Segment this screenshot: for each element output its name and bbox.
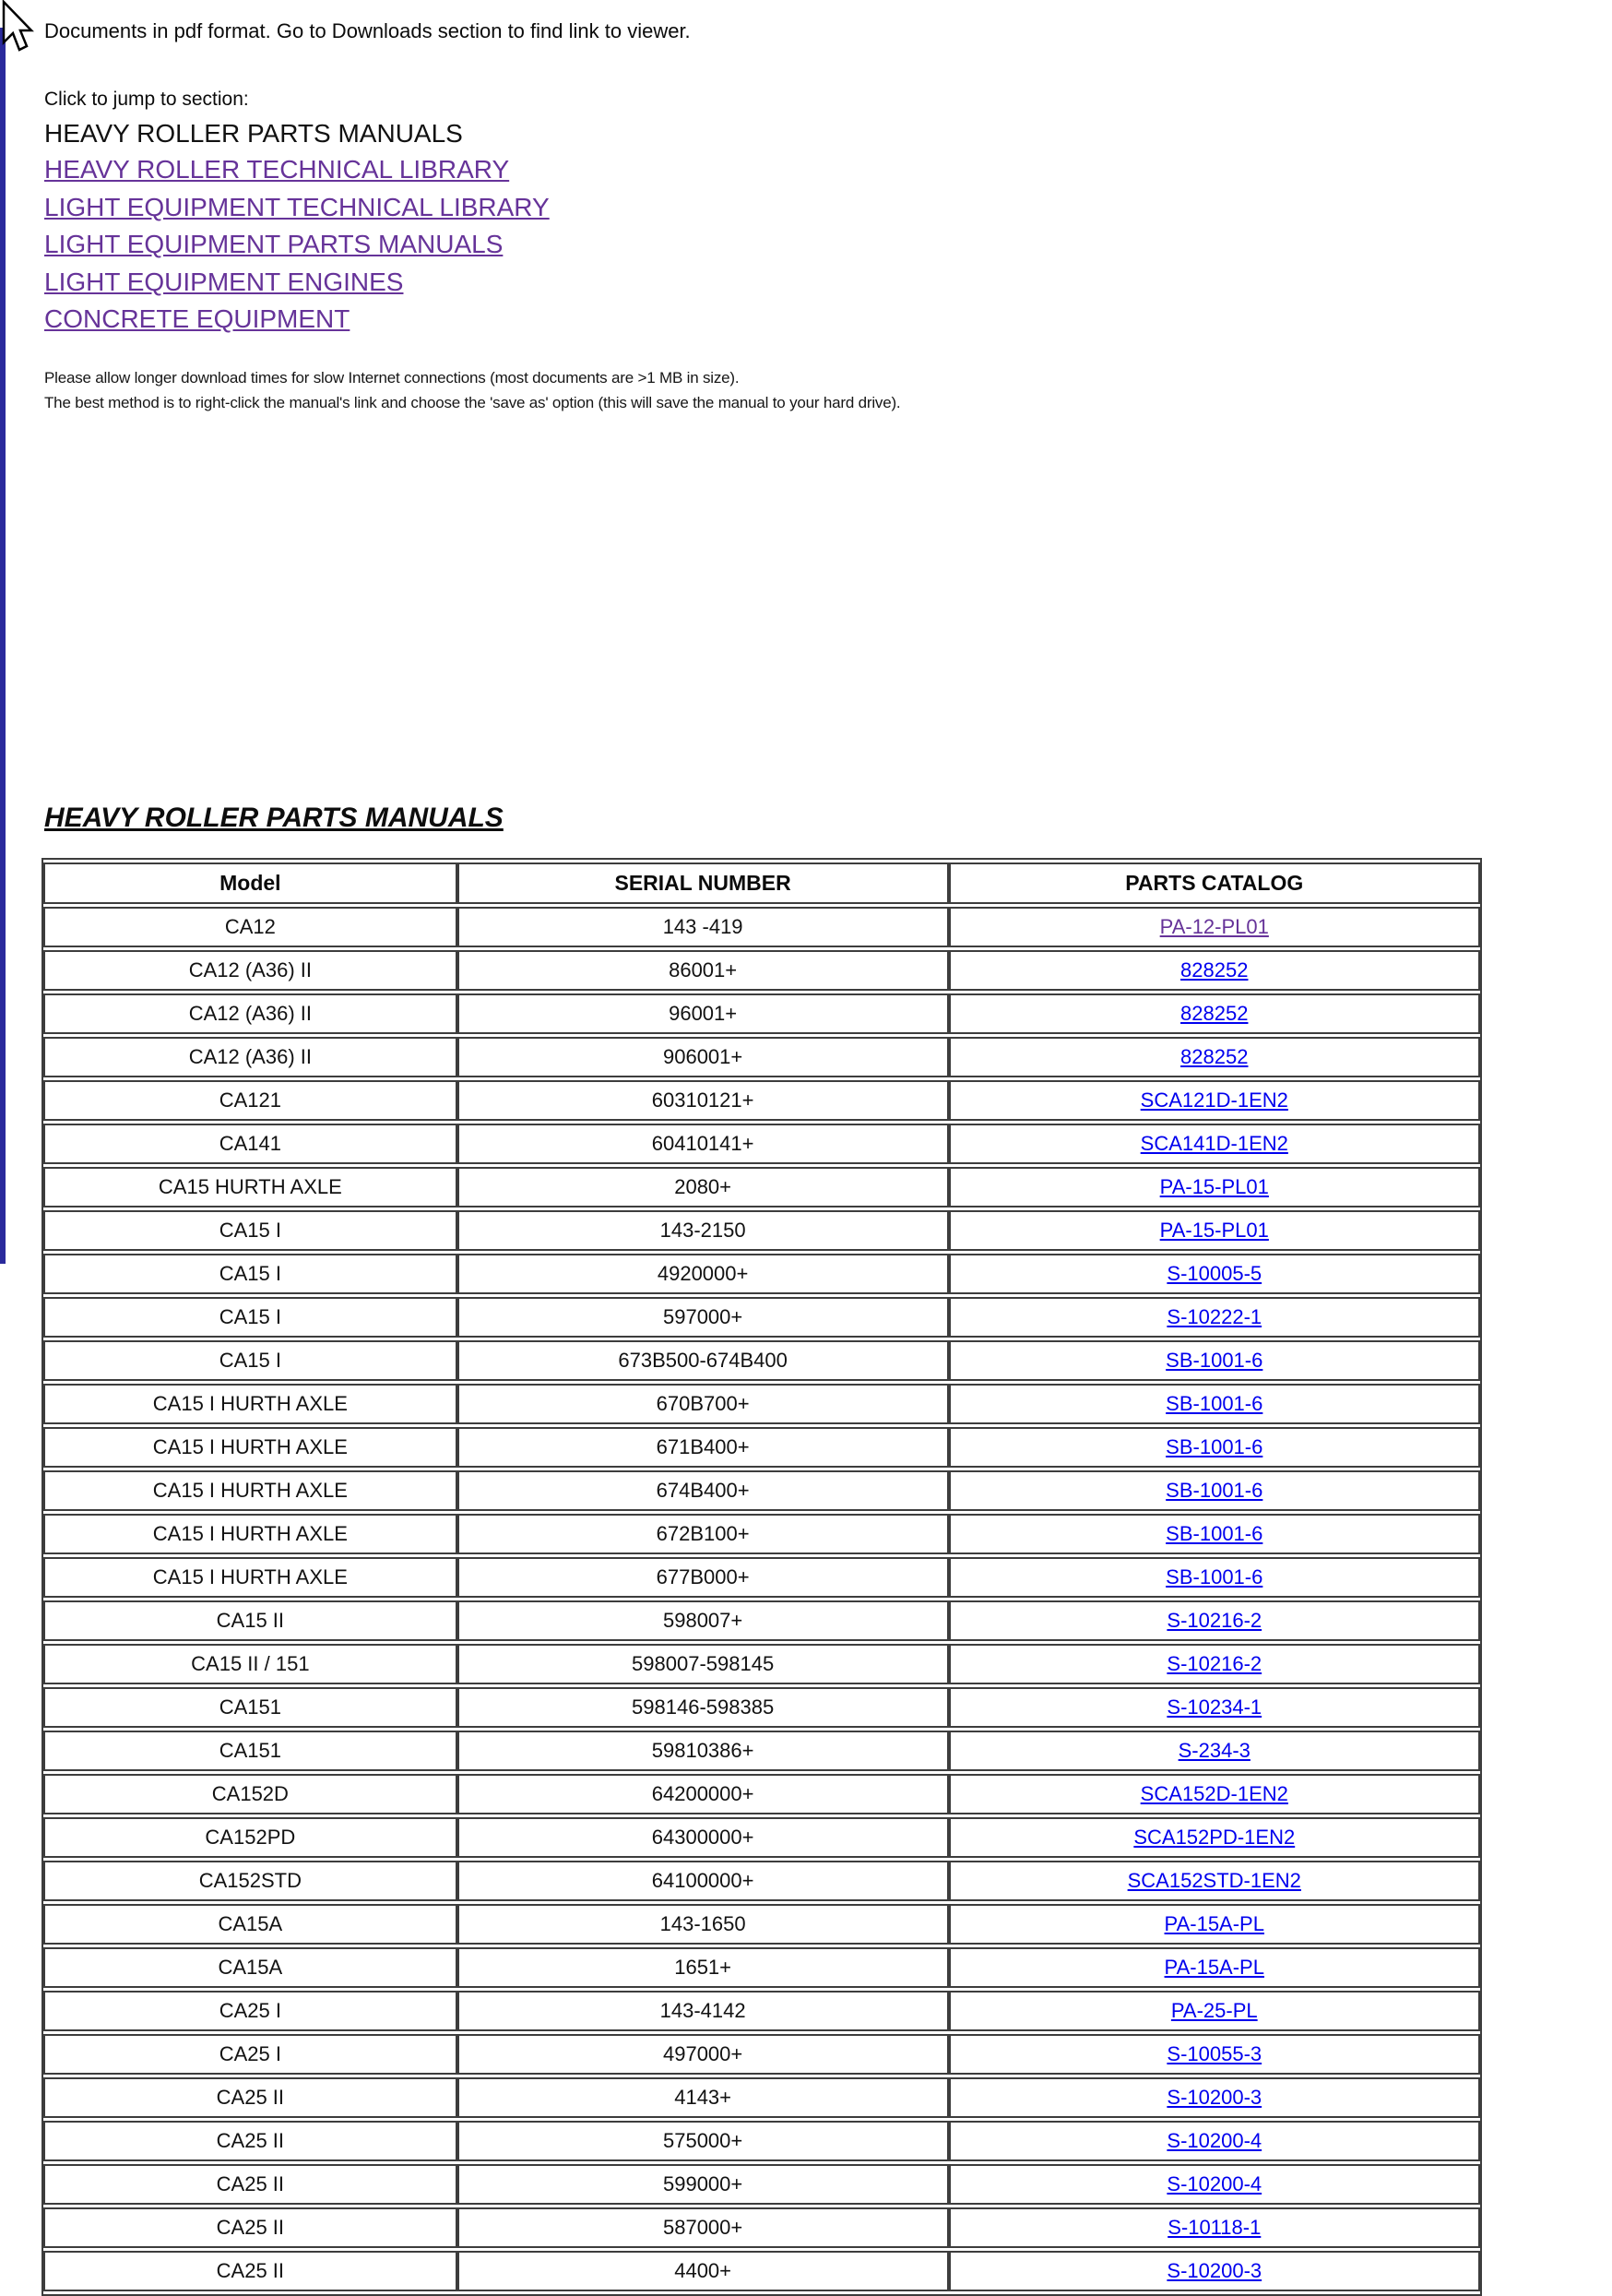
parts-catalog-cell — [949, 2034, 1480, 2075]
parts-catalog-cell — [949, 1861, 1480, 1901]
serial-number-cell: 4400+ — [457, 2251, 949, 2291]
parts-catalog-cell — [949, 1210, 1480, 1251]
serial-number-cell: 96001+ — [457, 993, 949, 1034]
model-cell: CA15 II / 151 — [43, 1644, 457, 1684]
serial-number-cell: 599000+ — [457, 2164, 949, 2205]
table-row — [43, 2207, 1480, 2248]
parts-catalog-link[interactable]: 828252 — [1180, 1002, 1249, 1025]
parts-catalog-cell — [949, 1731, 1480, 1771]
serial-number-cell: 598146-598385 — [457, 1687, 949, 1728]
parts-manuals-table — [41, 858, 1482, 2296]
page-left-border — [0, 28, 6, 1264]
table-row — [43, 1470, 1480, 1511]
model-cell: CA12 (A36) II — [43, 1037, 457, 1077]
parts-catalog-column-header: PARTS CATALOG — [949, 862, 1480, 904]
model-column-header: Model — [43, 862, 457, 904]
serial-number-cell: 575000+ — [457, 2121, 949, 2161]
parts-catalog-cell — [949, 1817, 1480, 1858]
parts-catalog-link[interactable]: S-10118-1 — [1168, 2216, 1262, 2239]
parts-catalog-link[interactable]: PA-12-PL01 — [1159, 915, 1269, 938]
model-cell: CA152PD — [43, 1817, 457, 1858]
parts-catalog-link[interactable]: S-10200-3 — [1167, 2259, 1262, 2282]
parts-catalog-cell — [949, 1600, 1480, 1641]
model-cell: CA25 II — [43, 2164, 457, 2205]
table-row — [43, 2164, 1480, 2205]
jump-link[interactable]: LIGHT EQUIPMENT TECHNICAL LIBRARY — [44, 192, 550, 221]
model-cell: CA25 II — [43, 2251, 457, 2291]
parts-catalog-cell — [949, 1687, 1480, 1728]
parts-catalog-cell — [949, 1080, 1480, 1121]
model-cell: CA15A — [43, 1904, 457, 1945]
parts-catalog-cell — [949, 1991, 1480, 2031]
model-cell: CA15 I HURTH AXLE — [43, 1514, 457, 1554]
model-cell: CA152D — [43, 1774, 457, 1814]
parts-catalog-cell — [949, 950, 1480, 991]
jump-link[interactable]: LIGHT EQUIPMENT ENGINES — [44, 267, 404, 296]
parts-catalog-cell — [949, 1644, 1480, 1684]
table-row — [43, 1557, 1480, 1598]
serial-number-cell: 64200000+ — [457, 1774, 949, 1814]
serial-number-cell: 143-2150 — [457, 1210, 949, 1251]
model-cell: CA152STD — [43, 1861, 457, 1901]
table-row — [43, 1427, 1480, 1468]
serial-number-cell: 64300000+ — [457, 1817, 949, 1858]
model-cell: CA25 II — [43, 2077, 457, 2118]
parts-catalog-cell — [949, 1947, 1480, 1988]
serial-number-cell: 598007-598145 — [457, 1644, 949, 1684]
jump-link[interactable]: CONCRETE EQUIPMENT — [44, 304, 350, 333]
parts-catalog-link[interactable]: S-10234-1 — [1167, 1695, 1262, 1719]
serial-number-cell: 59810386+ — [457, 1731, 949, 1771]
jump-links — [44, 151, 550, 339]
serial-number-cell: 672B100+ — [457, 1514, 949, 1554]
parts-catalog-cell — [949, 993, 1480, 1034]
serial-number-cell: 587000+ — [457, 2207, 949, 2248]
table-row — [43, 1080, 1480, 1121]
parts-catalog-link[interactable]: SB-1001-6 — [1166, 1565, 1263, 1588]
table-header-row — [43, 862, 1480, 904]
parts-catalog-cell — [949, 1254, 1480, 1294]
parts-catalog-link[interactable]: SB-1001-6 — [1166, 1522, 1263, 1545]
table-row — [43, 1644, 1480, 1684]
parts-catalog-link[interactable]: S-10216-2 — [1167, 1652, 1262, 1675]
table-row — [43, 1254, 1480, 1294]
parts-catalog-link[interactable]: PA-15A-PL — [1164, 1956, 1264, 1979]
serial-number-cell: 143 -419 — [457, 907, 949, 947]
model-cell: CA151 — [43, 1731, 457, 1771]
parts-catalog-cell — [949, 2121, 1480, 2161]
parts-catalog-cell — [949, 2207, 1480, 2248]
model-cell: CA15 I HURTH AXLE — [43, 1427, 457, 1468]
table-row — [43, 1037, 1480, 1077]
jump-section-label: Click to jump to section: — [44, 89, 249, 110]
table-row — [43, 2034, 1480, 2075]
serial-number-cell: 143-1650 — [457, 1904, 949, 1945]
table-row — [43, 1384, 1480, 1424]
parts-catalog-cell — [949, 1427, 1480, 1468]
download-note-line2: The best method is to right-click the manual's link and choose the 'save as' option (this will save the manual to your hard drive). — [44, 394, 901, 411]
parts-catalog-link[interactable]: SB-1001-6 — [1166, 1435, 1263, 1458]
model-cell: CA121 — [43, 1080, 457, 1121]
serial-number-cell: 677B000+ — [457, 1557, 949, 1598]
parts-catalog-cell — [949, 2251, 1480, 2291]
parts-catalog-link[interactable]: 828252 — [1180, 958, 1249, 981]
model-cell: CA15 I — [43, 1210, 457, 1251]
parts-catalog-link[interactable]: SCA141D-1EN2 — [1140, 1132, 1288, 1155]
parts-catalog-link[interactable]: S-10200-3 — [1167, 2086, 1262, 2109]
parts-catalog-link[interactable]: SCA121D-1EN2 — [1140, 1089, 1288, 1112]
parts-catalog-link[interactable]: 828252 — [1180, 1045, 1249, 1068]
parts-catalog-cell — [949, 1904, 1480, 1945]
serial-number-cell: 670B700+ — [457, 1384, 949, 1424]
parts-catalog-link[interactable]: SB-1001-6 — [1166, 1479, 1263, 1502]
table-row — [43, 2077, 1480, 2118]
section-heading: HEAVY ROLLER PARTS MANUALS — [44, 802, 504, 833]
table-row — [43, 1774, 1480, 1814]
table-row — [43, 950, 1480, 991]
parts-catalog-link[interactable]: S-10222-1 — [1167, 1305, 1262, 1328]
table-row — [43, 1124, 1480, 1164]
jump-link[interactable]: LIGHT EQUIPMENT PARTS MANUALS — [44, 230, 504, 258]
model-cell: CA25 I — [43, 1991, 457, 2031]
serial-number-cell: 2080+ — [457, 1167, 949, 1207]
parts-catalog-cell — [949, 1167, 1480, 1207]
model-cell: CA25 II — [43, 2121, 457, 2161]
model-cell: CA15 I HURTH AXLE — [43, 1470, 457, 1511]
table-row — [43, 2121, 1480, 2161]
serial-number-column-header: SERIAL NUMBER — [457, 862, 949, 904]
parts-catalog-link[interactable]: PA-25-PL — [1170, 1999, 1258, 2022]
table-body — [43, 907, 1480, 2291]
table-row — [43, 1167, 1480, 1207]
model-cell: CA12 (A36) II — [43, 993, 457, 1034]
parts-catalog-link[interactable]: S-234-3 — [1178, 1739, 1250, 1762]
mouse-cursor-icon — [0, 0, 37, 55]
download-note-line1: Please allow longer download times for slow Internet connections (most documents are >1 MB in size). — [44, 369, 740, 387]
parts-catalog-cell — [949, 1514, 1480, 1554]
model-cell: CA15 I HURTH AXLE — [43, 1557, 457, 1598]
parts-catalog-link[interactable]: SCA152STD-1EN2 — [1127, 1869, 1301, 1892]
parts-catalog-cell — [949, 1037, 1480, 1077]
model-cell: CA25 I — [43, 2034, 457, 2075]
download-notes — [44, 365, 900, 415]
parts-catalog-cell — [949, 1774, 1480, 1814]
model-cell: CA25 II — [43, 2207, 457, 2248]
table-row — [43, 1947, 1480, 1988]
model-cell: CA12 — [43, 907, 457, 947]
model-cell: CA15 I — [43, 1340, 457, 1381]
parts-catalog-link[interactable]: SB-1001-6 — [1166, 1349, 1263, 1372]
serial-number-cell: 597000+ — [457, 1297, 949, 1338]
table-row — [43, 907, 1480, 947]
parts-catalog-link[interactable]: S-10200-4 — [1167, 2129, 1262, 2152]
serial-number-cell: 906001+ — [457, 1037, 949, 1077]
intro-text: Documents in pdf format. Go to Downloads section to find link to viewer. — [44, 19, 691, 42]
parts-catalog-link[interactable]: S-10055-3 — [1167, 2042, 1262, 2065]
serial-number-cell: 60310121+ — [457, 1080, 949, 1121]
table-row — [43, 1210, 1480, 1251]
parts-catalog-cell — [949, 2077, 1480, 2118]
parts-catalog-link[interactable]: PA-15-PL01 — [1159, 1175, 1269, 1198]
serial-number-cell: 4920000+ — [457, 1254, 949, 1294]
serial-number-cell: 4143+ — [457, 2077, 949, 2118]
serial-number-cell: 671B400+ — [457, 1427, 949, 1468]
table-row — [43, 1687, 1480, 1728]
jump-link[interactable]: HEAVY ROLLER TECHNICAL LIBRARY — [44, 155, 510, 184]
table-row — [43, 1991, 1480, 2031]
parts-catalog-link[interactable]: PA-15-PL01 — [1159, 1219, 1269, 1242]
parts-catalog-link[interactable]: SCA152D-1EN2 — [1140, 1782, 1288, 1805]
table-row — [43, 1514, 1480, 1554]
table-row — [43, 993, 1480, 1034]
table-row — [43, 2251, 1480, 2291]
serial-number-cell: 598007+ — [457, 1600, 949, 1641]
serial-number-cell: 497000+ — [457, 2034, 949, 2075]
model-cell: CA15A — [43, 1947, 457, 1988]
table-row — [43, 1904, 1480, 1945]
serial-number-cell: 673B500-674B400 — [457, 1340, 949, 1381]
parts-catalog-link[interactable]: SB-1001-6 — [1166, 1392, 1263, 1415]
parts-catalog-link[interactable]: S-10216-2 — [1167, 1609, 1262, 1632]
parts-catalog-link[interactable]: SCA152PD-1EN2 — [1133, 1826, 1296, 1849]
serial-number-cell: 143-4142 — [457, 1991, 949, 2031]
table-row — [43, 1817, 1480, 1858]
model-cell: CA15 HURTH AXLE — [43, 1167, 457, 1207]
model-cell: CA15 I — [43, 1297, 457, 1338]
table-row — [43, 1297, 1480, 1338]
parts-catalog-cell — [949, 2164, 1480, 2205]
parts-catalog-link[interactable]: S-10200-4 — [1167, 2172, 1262, 2195]
serial-number-cell: 86001+ — [457, 950, 949, 991]
table-row — [43, 1731, 1480, 1771]
model-cell: CA15 II — [43, 1600, 457, 1641]
serial-number-cell: 64100000+ — [457, 1861, 949, 1901]
parts-catalog-cell — [949, 907, 1480, 947]
jump-item-heavy-roller-parts-manuals: HEAVY ROLLER PARTS MANUALS — [44, 119, 463, 148]
parts-catalog-link[interactable]: PA-15A-PL — [1164, 1912, 1264, 1935]
model-cell: CA12 (A36) II — [43, 950, 457, 991]
model-cell: CA141 — [43, 1124, 457, 1164]
model-cell: CA15 I — [43, 1254, 457, 1294]
parts-catalog-cell — [949, 1124, 1480, 1164]
table-row — [43, 1861, 1480, 1901]
table-row — [43, 1340, 1480, 1381]
model-cell: CA151 — [43, 1687, 457, 1728]
parts-catalog-cell — [949, 1557, 1480, 1598]
parts-catalog-cell — [949, 1384, 1480, 1424]
parts-catalog-cell — [949, 1340, 1480, 1381]
serial-number-cell: 1651+ — [457, 1947, 949, 1988]
serial-number-cell: 60410141+ — [457, 1124, 949, 1164]
parts-catalog-cell — [949, 1297, 1480, 1338]
parts-catalog-cell — [949, 1470, 1480, 1511]
parts-catalog-link[interactable]: S-10005-5 — [1167, 1262, 1262, 1285]
model-cell: CA15 I HURTH AXLE — [43, 1384, 457, 1424]
table-row — [43, 1600, 1480, 1641]
serial-number-cell: 674B400+ — [457, 1470, 949, 1511]
